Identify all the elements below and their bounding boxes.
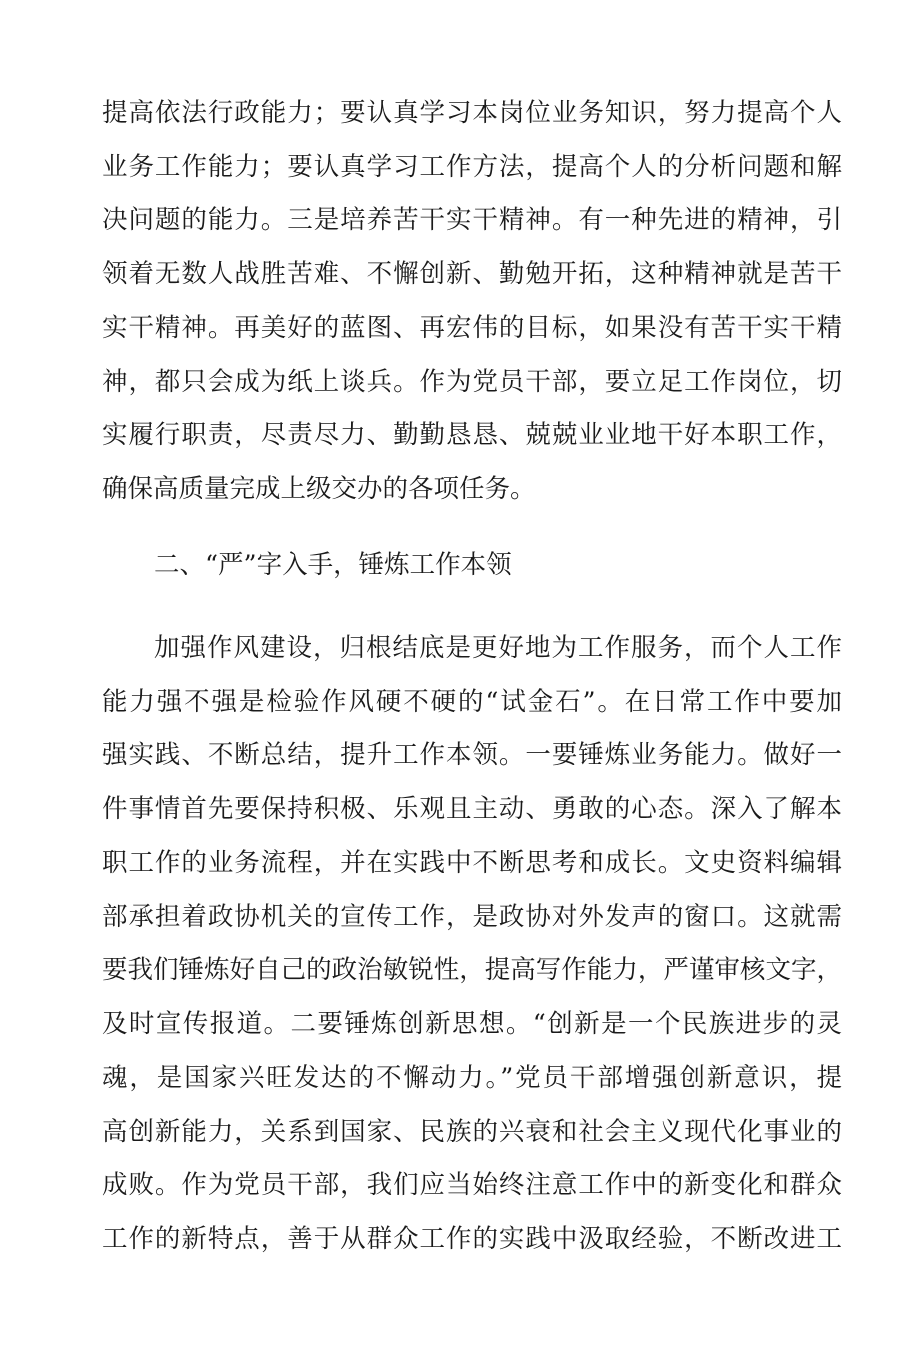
paragraph-2-line-4: 件事情首先要保持积极、乐观且主动、勇敢的心态。深入了解本 [102, 794, 842, 824]
paragraph-2-line-3: 强实践、不断总结，提升工作本领。一要锤炼业务能力。做好一 [102, 740, 842, 770]
paragraph-1-line-1: 提高依法行政能力；要认真学习本岗位业务知识，努力提高个人 [102, 98, 842, 128]
paragraph-1-line-2: 业务工作能力；要认真学习工作方法，提高个人的分析问题和解 [102, 152, 842, 182]
paragraph-2-line-5: 职工作的业务流程，并在实践中不断思考和成长。文史资料编辑 [102, 848, 842, 878]
paragraph-2-line-12: 工作的新特点，善于从群众工作的实践中汲取经验，不断改进工 [102, 1224, 842, 1254]
paragraph-1-line-5: 实干精神。再美好的蓝图、再宏伟的目标，如果没有苦干实干精 [102, 313, 842, 343]
paragraph-2-line-9: 魂，是国家兴旺发达的不懈动力。”党员干部增强创新意识，提 [102, 1063, 842, 1093]
paragraph-1-line-8: 确保高质量完成上级交办的各项任务。 [102, 474, 536, 504]
paragraph-2-line-2: 能力强不强是检验作风硬不硬的“试金石”。在日常工作中要加 [102, 687, 842, 717]
paragraph-2-line-6: 部承担着政协机关的宣传工作，是政协对外发声的窗口。这就需 [102, 902, 842, 932]
paragraph-2-line-8: 及时宣传报道。二要锤炼创新思想。“创新是一个民族进步的灵 [102, 1009, 842, 1039]
paragraph-2-line-1: 加强作风建设，归根结底是更好地为工作服务，而个人工作 [154, 633, 842, 663]
paragraph-1-line-3: 决问题的能力。三是培养苦干实干精神。有一种先进的精神，引 [102, 205, 842, 235]
paragraph-2-line-10: 高创新能力，关系到国家、民族的兴衰和社会主义现代化事业的 [102, 1117, 842, 1147]
paragraph-1-line-4: 领着无数人战胜苦难、不懈创新、勤勉开拓，这种精神就是苦干 [102, 259, 842, 289]
paragraph-1-line-7: 实履行职责，尽责尽力、勤勤恳恳、兢兢业业地干好本职工作， [102, 420, 842, 450]
paragraph-2-line-7: 要我们锤炼好自己的政治敏锐性，提高写作能力，严谨审核文字， [102, 955, 842, 985]
paragraph-1-line-6: 神，都只会成为纸上谈兵。作为党员干部，要立足工作岗位，切 [102, 367, 842, 397]
section-2-heading: 二、“严”字入手，锤炼工作本领 [154, 550, 512, 580]
paragraph-2-line-11: 成败。作为党员干部，我们应当始终注意工作中的新变化和群众 [102, 1170, 842, 1200]
